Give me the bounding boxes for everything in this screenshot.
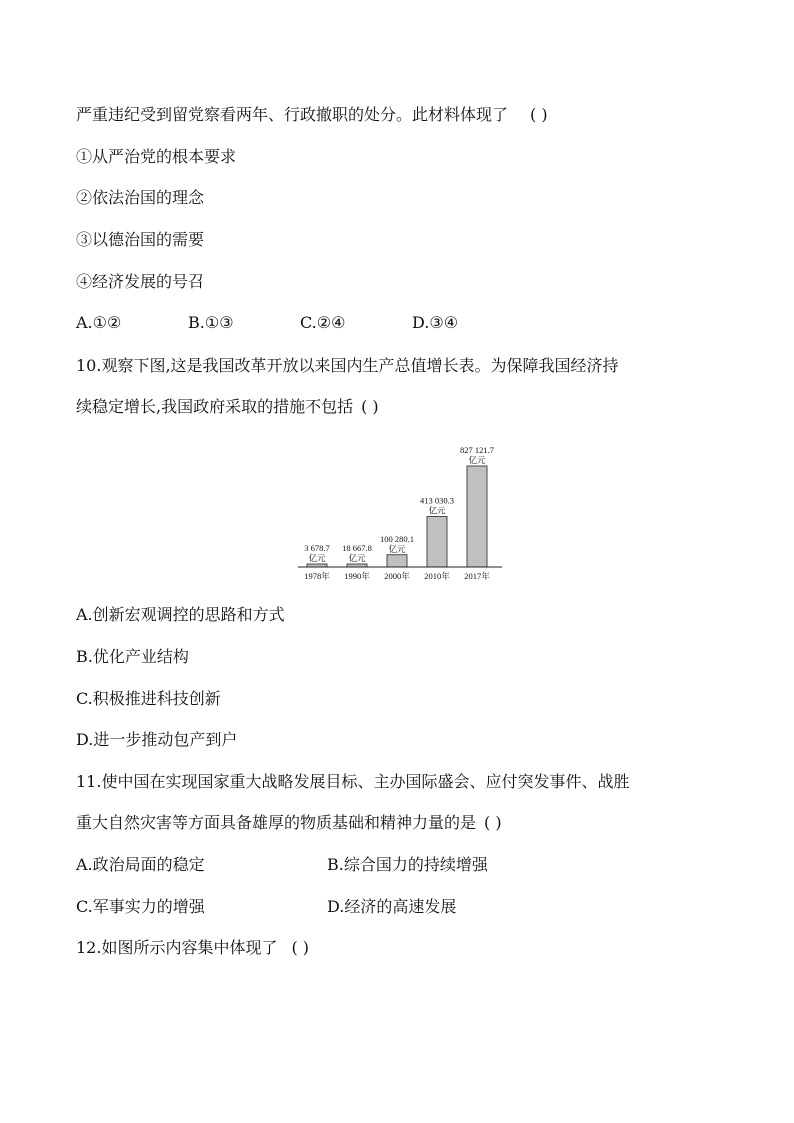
q10-stem-line1: 10.观察下图,这是我国改革开放以来国内生产总值增长表。为保障我国经济持 <box>76 356 619 375</box>
q9-option-c[interactable]: C.②④ <box>300 313 346 332</box>
q10-option-c[interactable]: C.积极推进科技创新 <box>76 689 221 708</box>
q11-stem-line1: 11.使中国在实现国家重大战略发展目标、主办国际盛会、应付突发事件、战胜 <box>76 772 630 791</box>
q9-stem-text: 严重违纪受到留党察看两年、行政撤职的处分。此材料体现了 <box>76 105 509 124</box>
q9-answer-bracket: ( ) <box>530 105 548 124</box>
q9-options <box>76 312 458 334</box>
q10-answer-bracket: ( ) <box>361 397 379 416</box>
q9-statement-4: ④经济发展的号召 <box>76 272 205 291</box>
x-tick-2: 2000年 <box>384 571 410 581</box>
data-label-0: 3 678.7 <box>304 543 330 553</box>
q11-answer-bracket: ( ) <box>484 813 502 832</box>
q11-options-row1 <box>76 854 488 876</box>
q11-option-b[interactable]: B.综合国力的持续增强 <box>327 855 488 874</box>
q9-statement-2: ②依法治国的理念 <box>76 188 205 207</box>
bar-4 <box>467 466 487 567</box>
bar-3 <box>427 517 447 567</box>
data-label-1: 18 667.8 <box>342 543 372 553</box>
q11-option-a[interactable]: A.政治局面的稳定 <box>76 855 205 874</box>
x-tick-1: 1990年 <box>344 571 370 581</box>
gdp-bar-chart <box>296 436 506 586</box>
data-label-3: 413 030.3 <box>420 495 454 506</box>
q10-option-b[interactable]: B.优化产业结构 <box>76 647 189 666</box>
x-tick-3: 2010年 <box>424 571 450 581</box>
q10-option-a[interactable]: A.创新宏观调控的思路和方式 <box>76 605 285 624</box>
unit-label-3: 亿元 <box>428 506 446 517</box>
data-label-4: 827 121.7 <box>460 445 494 455</box>
q11-option-d[interactable]: D.经济的高速发展 <box>327 897 457 916</box>
q10-stem-text: 续稳定增长,我国政府采取的措施不包括 <box>76 397 354 416</box>
q9-option-d[interactable]: D.③④ <box>412 313 459 332</box>
q9-option-b[interactable]: B.①③ <box>188 313 234 332</box>
q10-option-d[interactable]: D.进一步推动包产到户 <box>76 730 238 749</box>
q11-stem-text: 重大自然灾害等方面具备雄厚的物质基础和精神力量的是 <box>76 813 477 832</box>
unit-label-1: 亿元 <box>348 554 366 564</box>
q9-option-a[interactable]: A.①② <box>76 313 122 332</box>
q9-stem <box>76 104 548 126</box>
data-label-2: 100 280.1 <box>380 533 414 544</box>
unit-label-2: 亿元 <box>388 544 406 555</box>
q10-stem-line2 <box>76 396 379 418</box>
q11-options-row2 <box>76 896 456 918</box>
x-tick-0: 1978年 <box>304 571 330 581</box>
bar-2 <box>387 555 407 567</box>
unit-label-4: 亿元 <box>468 456 486 466</box>
q11-option-c[interactable]: C.军事实力的增强 <box>76 897 205 916</box>
q9-statement-3: ③以德治国的需要 <box>76 230 205 249</box>
q11-stem-line2 <box>76 812 502 834</box>
gdp-bar-chart-svg <box>296 436 506 586</box>
unit-label-0: 亿元 <box>308 554 326 564</box>
q12-stem <box>76 937 309 959</box>
q12-stem-text: 12.如图所示内容集中体现了 <box>76 938 278 957</box>
q9-statement-1: ①从严治党的根本要求 <box>76 147 237 166</box>
q12-answer-bracket: ( ) <box>291 938 310 957</box>
x-tick-4: 2017年 <box>464 571 490 581</box>
